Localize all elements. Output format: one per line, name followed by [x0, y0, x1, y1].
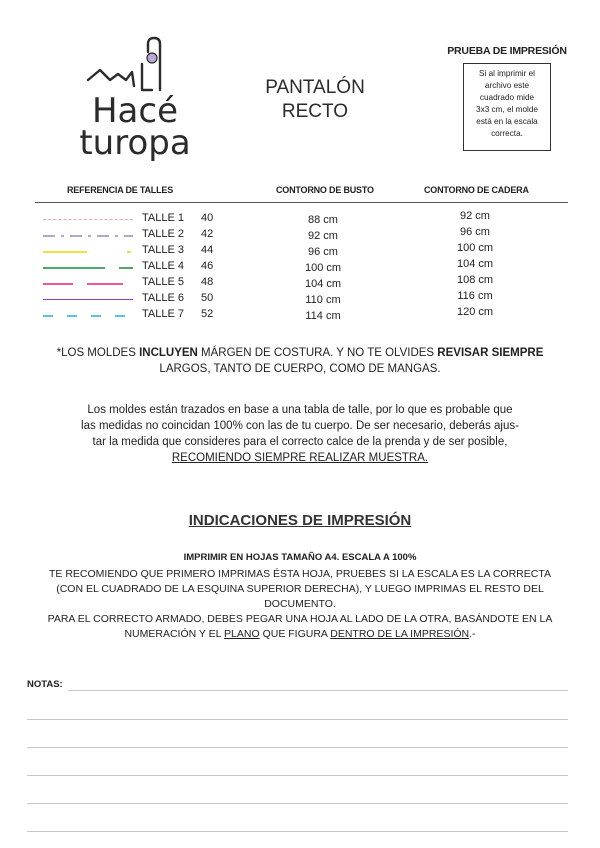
bust-value: 114 cm — [305, 310, 341, 322]
notes-line — [27, 747, 568, 748]
disclaimer-line: Los moldes están trazados en base a una tabla de talle, por lo que es probable que — [87, 404, 513, 416]
header-hip: CONTORNO DE CADERA — [424, 185, 529, 195]
instructions-underlined-inside-print: DENTRO DE LA IMPRESIÓN — [330, 628, 470, 640]
line-sample-talle-5 — [43, 282, 133, 286]
instructions-line: PARA EL CORRECTO ARMADO, DEBES PEGAR UNA HOJA AL LADO DE LA OTRA, BASÁNDOTE EN LA — [47, 613, 553, 625]
size-label: TALLE 6 — [142, 292, 184, 304]
hip-value: 100 cm — [456, 242, 494, 254]
disclaimer-line: tar la medida que consideres para el correcto calce de la prenda y de ser posible, — [92, 436, 508, 448]
disclaimer-line: las medidas no coincidan 100% con las de tu cuerpo. De ser necesario, deberás ajus- — [81, 420, 519, 432]
size-label: TALLE 3 — [142, 244, 184, 256]
disclaimer-recommendation: RECOMIENDO SIEMPRE REALIZAR MUESTRA. — [171, 452, 429, 464]
notes-line — [27, 719, 568, 720]
instructions-underlined-plano: PLANO — [224, 628, 260, 640]
note-text: *LOS MOLDES — [56, 347, 140, 359]
bust-value: 104 cm — [304, 278, 342, 290]
pattern-title-line2: RECTO — [281, 101, 349, 122]
line-sample-talle-7 — [43, 314, 133, 318]
size-number: 42 — [201, 228, 214, 240]
hip-value: 120 cm — [456, 306, 494, 318]
size-table — [0, 212, 600, 328]
line-sample-talle-1 — [43, 219, 133, 220]
notes-line — [27, 775, 568, 776]
measurement-disclaimer — [20, 402, 580, 466]
bust-value: 96 cm — [308, 246, 338, 258]
header-bust: CONTORNO DE BUSTO — [276, 185, 374, 195]
notes-line — [27, 803, 568, 804]
size-number: 48 — [201, 276, 214, 288]
instructions-text: NUMERACIÓN Y EL — [124, 628, 225, 640]
hip-value: 96 cm — [460, 226, 490, 238]
bust-value: 92 cm — [308, 230, 338, 242]
line-sample-talle-6 — [43, 299, 133, 300]
logo-text-line1: Hacé — [91, 91, 178, 131]
logo — [70, 36, 200, 161]
size-label: TALLE 5 — [142, 276, 184, 288]
notes-label: NOTAS: — [27, 679, 63, 690]
notes-line — [27, 831, 568, 832]
note-bold-includes: INCLUYEN — [139, 347, 198, 359]
hanger-doodle-icon — [70, 36, 200, 98]
instructions-line: TE RECOMIENDO QUE PRIMERO IMPRIMAS ÉSTA HOJA, PRUEBES SI LA ESCALA ES LA CORRECTA — [49, 568, 551, 580]
logo-text-line2: turopa — [79, 123, 191, 163]
hip-value: 104 cm — [456, 258, 494, 270]
print-test-line: está en la escala — [476, 117, 538, 126]
note-text: MÁRGEN DE COSTURA. Y NO TE OLVIDES — [197, 347, 438, 359]
size-label: TALLE 4 — [142, 260, 184, 272]
size-number: 44 — [201, 244, 214, 256]
hip-value: 116 cm — [457, 290, 493, 302]
print-instructions-title: INDICACIONES DE IMPRESIÓN — [188, 512, 412, 529]
print-test-line: archivo este — [484, 81, 530, 90]
hip-value: 108 cm — [456, 274, 494, 286]
print-instructions-subtitle: IMPRIMIR EN HOJAS TAMAÑO A4. ESCALA A 100% — [183, 552, 417, 563]
size-label: TALLE 1 — [142, 212, 184, 224]
header-size-reference: REFERENCIA DE TALLES — [67, 185, 174, 195]
size-label: TALLE 2 — [142, 228, 184, 240]
print-test-line: cuadrado mide — [479, 93, 535, 102]
table-row — [0, 308, 600, 324]
size-number: 50 — [201, 292, 214, 304]
bust-value: 110 cm — [305, 294, 341, 306]
instructions-line: DOCUMENTO. — [264, 598, 336, 610]
note-bold-review: REVISAR SIEMPRE — [437, 347, 544, 359]
seam-allowance-note — [20, 345, 580, 377]
line-sample-talle-3 — [43, 250, 133, 254]
size-label: TALLE 7 — [142, 308, 184, 320]
print-test-line: correcta. — [491, 129, 523, 138]
hip-value: 92 cm — [460, 210, 490, 222]
line-sample-talle-2 — [43, 234, 133, 238]
size-number: 52 — [201, 308, 214, 320]
print-test-line: Si al imprimir el — [479, 69, 535, 78]
instructions-line: (CON EL CUADRADO DE LA ESQUINA SUPERIOR DERECHA), Y LUEGO IMPRIMAS EL RESTO DEL — [56, 583, 544, 595]
bust-value: 88 cm — [308, 214, 338, 226]
instructions-text: .- — [469, 628, 476, 640]
size-number: 46 — [201, 260, 214, 272]
size-number: 40 — [201, 212, 214, 224]
table-header-rule — [35, 202, 568, 203]
print-test-title: PRUEBA DE IMPRESIÓN — [447, 45, 567, 57]
pattern-title — [245, 76, 385, 124]
note-line2: LARGOS, TANTO DE CUERPO, COMO DE MANGAS. — [159, 363, 441, 375]
print-instructions-body — [20, 567, 580, 642]
notes-line — [68, 690, 568, 691]
instructions-text: QUE FIGURA — [259, 628, 331, 640]
bust-value: 100 cm — [304, 262, 342, 274]
print-test-line: 3x3 cm, el molde — [476, 105, 538, 114]
pattern-title-line1: PANTALÓN — [265, 77, 365, 98]
line-sample-talle-4 — [43, 266, 133, 270]
print-test-square — [463, 63, 551, 151]
